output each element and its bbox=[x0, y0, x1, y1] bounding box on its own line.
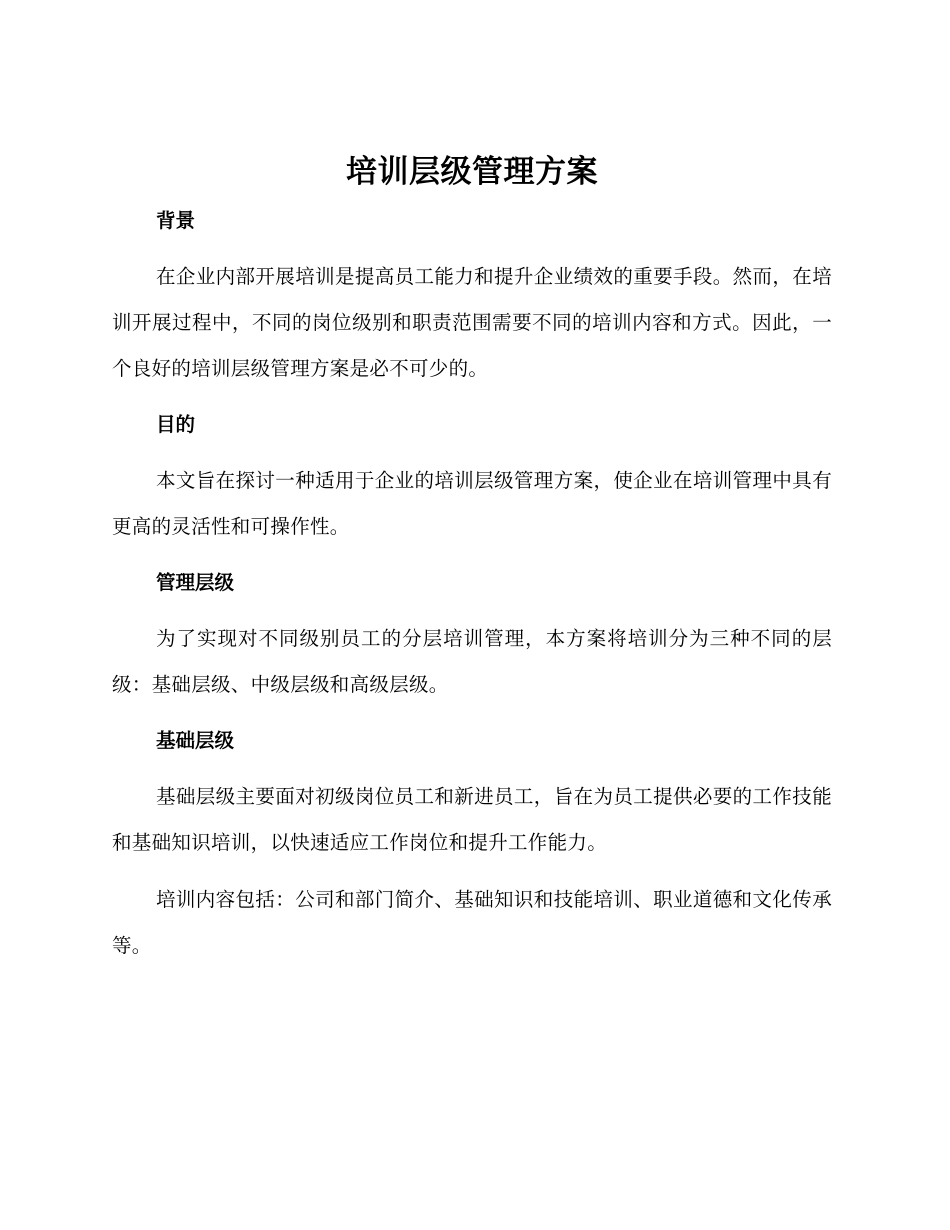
paragraph-management-levels: 为了实现对不同级别员工的分层培训管理，本方案将培训分为三种不同的层级：基础层级、中级层级和高级层级。 bbox=[112, 627, 832, 696]
section-heading-management-levels: 管理层级 bbox=[156, 571, 235, 594]
document-body bbox=[112, 150, 832, 969]
paragraph-training-content: 培训内容包括：公司和部门简介、基础知识和技能培训、职业道德和文化传承等。 bbox=[112, 888, 832, 957]
paragraph-basic-level: 基础层级主要面对初级岗位员工和新进员工，旨在为员工提供必要的工作技能和基础知识培训，以快速适应工作岗位和提升工作能力。 bbox=[112, 785, 832, 854]
section-heading-basic-level: 基础层级 bbox=[156, 729, 235, 752]
section-heading-purpose: 目的 bbox=[156, 413, 196, 436]
paragraph-purpose: 本文旨在探讨一种适用于企业的培训层级管理方案，使企业在培训管理中具有更高的灵活性和可操作性。 bbox=[112, 469, 832, 538]
section-heading-background: 背景 bbox=[156, 209, 196, 232]
document-title: 培训层级管理方案 bbox=[346, 154, 598, 190]
paragraph-background: 在企业内部开展培训是提高员工能力和提升企业绩效的重要手段。然而，在培训开展过程中，不同的岗位级别和职责范围需要不同的培训内容和方式。因此，一个良好的培训层级管理方案是必不可少的。 bbox=[112, 265, 832, 380]
